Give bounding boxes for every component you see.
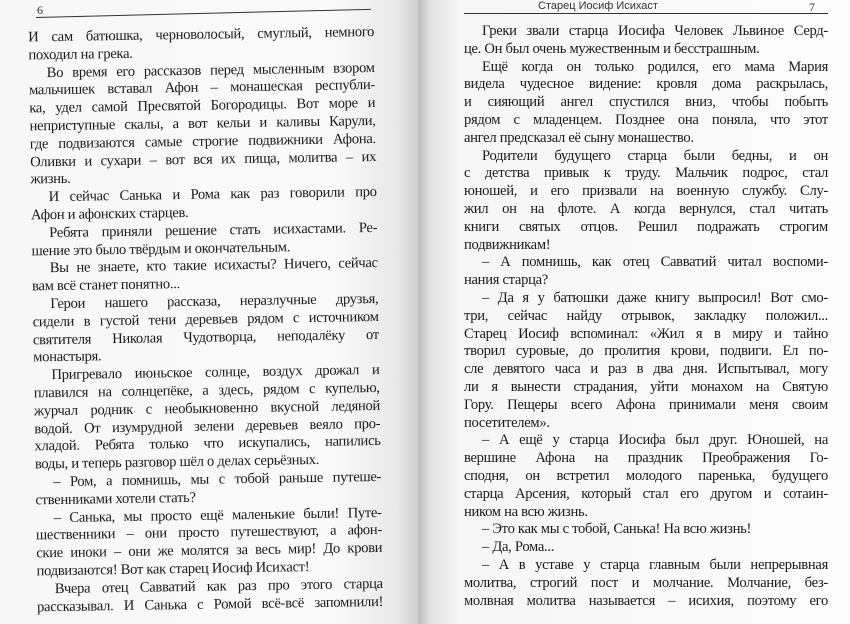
text-line: Ещё когда он только родился, его мама Мария (482, 58, 828, 75)
text-line: Герои нашего рассказа, неразлучные друзья, (50, 290, 379, 313)
text-line: – Да, Рома... (482, 539, 555, 556)
text-line: Гору. Пещеры всего Афона принимали меня своим (464, 396, 828, 413)
left-page (0, 0, 418, 624)
text-line: Ребята приняли решение стать исихастами. Ре- (49, 219, 378, 241)
text-line: монастыря. (33, 348, 102, 366)
text-line: плавился на солнцепёке, а здесь, рядом с купелью, (33, 379, 380, 402)
text-line: Родители будущего старца были бедны, и он (482, 147, 828, 164)
text-line: сидели в густой тени деревьев рядом с источником (32, 308, 379, 331)
text-line: жизнь. (30, 171, 71, 188)
text-line: – Это как мы с тобой, Санька! На всю жизнь! (482, 521, 752, 538)
text-line: вам всё станет понятно... (31, 276, 181, 295)
text-line: – Да я у батюшки даже книгу выпросил! Вот смо- (482, 289, 828, 306)
text-line: ственниками хотели стать? (35, 489, 196, 509)
text-line: юношей, и его призвали на военную службу. Слу- (464, 183, 828, 200)
text-line: книги святых отцов. Решил подражать строгим (464, 218, 828, 235)
text-line: – Санька, мы просто ещё маленькие были! Путе- (53, 504, 382, 526)
running-head: Старец Иосиф Исихаст (538, 0, 658, 12)
text-line: нания старца? (464, 272, 548, 289)
text-line: ские иноки – они же молятся за весь мир! До крови (36, 540, 383, 562)
text-line: подвизаются! Вот как старец Иосиф Исихаст! (36, 558, 310, 580)
text-line: воды, и теперь разговор шёл о делах серьёзных. (34, 452, 320, 473)
text-line: Старец Иосиф вспоминал: «Жил я в миру и тайно (464, 325, 828, 342)
text-line: водой. От изумрудной зелени деревьев веяло про- (34, 415, 381, 437)
text-line: Оливки и сухари – вот вся их пища, молитва – их (29, 148, 377, 170)
text-line: шественники – они просто путешествуют, а афон- (35, 522, 383, 544)
text-line: Пригревало июньское солнце, воздух дрожал и (51, 362, 380, 384)
page-body-text (464, 23, 828, 610)
text-line: сле девятого часа и раз в два дня. Испытывал, могу (464, 361, 828, 378)
text-line: и сияющий ангел спустился вниз, чтобы побыть (464, 94, 828, 111)
text-line: молвная молитва называется – исихия, поэтому его (464, 592, 828, 609)
text-line: Вы не знаете, кто такие исихасты? Ничего, сейчас (49, 255, 378, 277)
right-page (418, 0, 850, 624)
text-line: старца Арсения, который стал его другом и сотаин- (464, 485, 828, 502)
text-line: где подвизаются самые строгие подвижники Афона. (29, 130, 376, 153)
text-line: Вчера отец Савватий как раз про этого старца (54, 575, 383, 597)
text-line: – А ещё у старца Иосифа был друг. Юношей, на (482, 432, 828, 449)
text-line: И сам батюшка, черноволосый, смуглый, немного (28, 24, 375, 46)
text-line: творил суровые, до пролития крови, подвиги. Ел по- (464, 343, 828, 360)
text-line: посетителем». (464, 414, 550, 431)
text-line: святителя Николая Чудотворца, неподалёку от (32, 326, 380, 348)
text-line: Греки звали старца Иосифа Человек Львиное Серд- (482, 23, 828, 39)
text-line: три, сейчас найду отрывок, закладку положил... (464, 307, 828, 324)
text-line: подвижникам! (464, 236, 551, 253)
text-line: – А в уставе у старца главным были непрерывная (482, 556, 828, 573)
text-line: ли я вынести страдания, уйти монахом на Святую (464, 378, 828, 395)
text-line: Во время его рассказов перед мысленным взором (46, 59, 375, 81)
page-number: 6 (37, 3, 43, 17)
text-line: ангел предсказал её сыну монашество. (464, 129, 694, 146)
text-line: журчал родник с необыкновенно вкусной ледяной (33, 397, 381, 420)
text-line: походил на грека. (28, 45, 133, 64)
text-line: видела чудесное видение: кровля дома раскрылась, (464, 76, 828, 93)
text-line: хладой. Ребята только что искупались, напились (34, 433, 381, 455)
text-line: рядом с младенцем. Позднее она поняла, что этот (464, 111, 828, 128)
text-line: вершине Афона на праздник Преображения Го- (464, 450, 828, 467)
text-line: рассказывал. И Санька с Ромой всё-всё запомнили! (36, 593, 384, 615)
text-line: Афон и афонских старцев. (30, 204, 189, 224)
text-line: – А помнишь, как отец Савватий читал воспоми- (482, 254, 828, 271)
page-number: 7 (809, 0, 815, 14)
text-line: ником на всю жизнь. (464, 503, 588, 520)
header-rule (36, 9, 371, 18)
text-line: ка, удел самой Пресвятой Богородицы. Вот море и (29, 95, 376, 117)
text-line: с детства привык к труду. Мальчик подрос, стал (464, 165, 828, 182)
text-line: сподня, он встретил молодого паренька, будущего (464, 467, 828, 484)
text-line: неприступные скалы, а вот кельи и каливы Карули, (29, 112, 376, 135)
text-line: шение это было твёрдым и окончательным. (31, 238, 291, 259)
text-line: це. Он был очень мужественным и бесстрашным. (464, 40, 760, 57)
page-body-text (28, 24, 383, 617)
text-line: – Ром, а помнишь, мы с тобой раньше путеше- (53, 468, 382, 491)
text-line: жил он на флоте. А когда вернулся, стал читать (464, 200, 828, 217)
text-line: молитва, строгий пост и молчание. Молчание, без- (464, 574, 828, 591)
text-line: мальчишек вставал Афон – монашеская республи- (28, 77, 376, 99)
text-line: И сейчас Санька и Рома как раз говорили про (48, 184, 377, 206)
header-rule (464, 13, 828, 14)
